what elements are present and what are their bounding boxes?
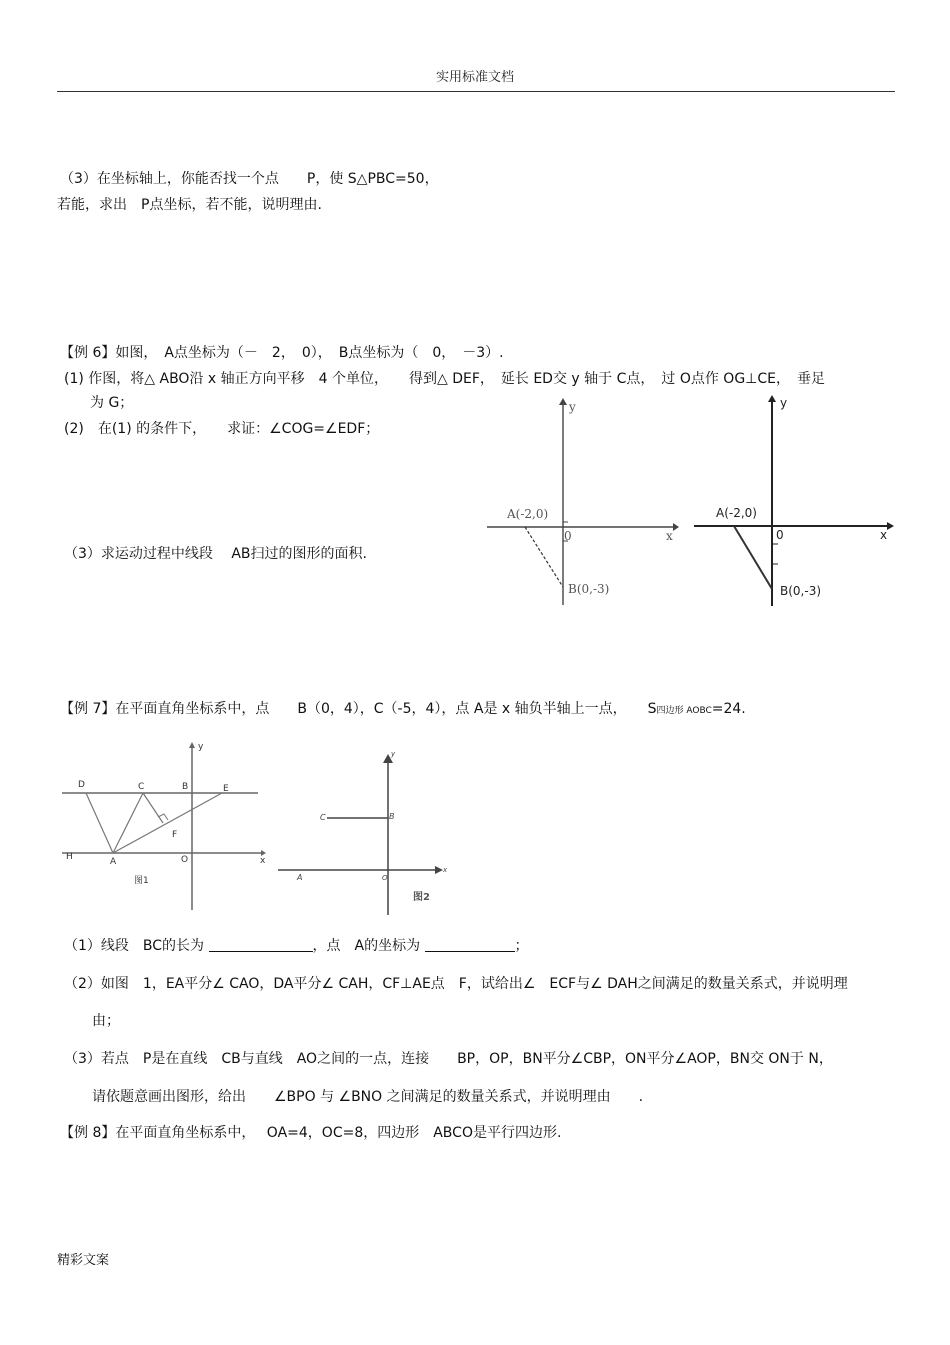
ex7-question2-line2: 由； bbox=[92, 1013, 120, 1029]
ex7-fig2-point-b: B bbox=[389, 812, 395, 821]
ex6-figure-right bbox=[692, 394, 895, 609]
ex7-q1-blank-bc[interactable] bbox=[209, 937, 313, 952]
ex7-fig1-point-a: A bbox=[110, 857, 117, 867]
ex8-title: 【例 8】在平面直角坐标系中， OA=4，OC=8，四边形 ABCO是平行四边形. bbox=[60, 1125, 562, 1141]
ex6-left-origin-label: 0 bbox=[564, 529, 572, 543]
ex6-left-x-label: x bbox=[666, 529, 673, 543]
ex7-fig2-point-a: A bbox=[297, 873, 303, 882]
ex7-fig2-caption: 图2 bbox=[413, 892, 430, 903]
q3-prev-line2: 若能，求出 P点坐标，若不能，说明理由. bbox=[57, 197, 322, 213]
ex7-question3-line1: （3）若点 P是在直线 CB与直线 AO之间的一点，连接 BP，OP，BN平分∠CBP，ON平分∠AOP，BN交 ON于 N， bbox=[64, 1051, 833, 1067]
ex7-q1-label-bc: （1）线段 BC的长为 bbox=[64, 938, 205, 954]
ex7-title bbox=[60, 700, 746, 720]
ex7-fig1-point-c: C bbox=[138, 782, 145, 792]
ex7-q1-blank-a[interactable] bbox=[425, 937, 515, 952]
ex7-fig2-origin: O bbox=[382, 874, 388, 882]
ex6-right-point-a: A(-2,0) bbox=[716, 506, 757, 520]
ex7-q1-end: ； bbox=[514, 938, 529, 954]
ex7-title-subscript: 四边形 AOBC bbox=[656, 706, 712, 716]
ex6-right-point-b: B(0,-3) bbox=[780, 584, 822, 598]
ex7-figure-2 bbox=[275, 748, 455, 918]
ex7-fig1-point-f: F bbox=[172, 830, 178, 840]
ex6-right-y-label: y bbox=[780, 396, 788, 410]
ex7-fig1-y-label: y bbox=[198, 742, 204, 752]
ex7-fig1-point-e: E bbox=[223, 784, 229, 794]
ex7-fig2-point-c: C bbox=[320, 813, 326, 822]
header-rule bbox=[57, 91, 895, 92]
ex6-right-origin-label: 0 bbox=[776, 528, 784, 542]
ex6-left-point-a: A(-2,0) bbox=[507, 507, 549, 521]
ex6-left-point-b: B(0,-3) bbox=[568, 582, 610, 596]
ex7-q1-label-a: ，点 A的坐标为 bbox=[312, 938, 421, 954]
ex7-title-end: =24. bbox=[711, 701, 746, 717]
q3-prev-line1: （3）在坐标轴上，你能否找一个点 P，使 S△PBC=50， bbox=[60, 171, 439, 187]
ex6-part1-line2: 为 G； bbox=[90, 395, 134, 411]
ex6-part3: （3）求运动过程中线段 AB扫过的图形的面积. bbox=[64, 546, 367, 562]
ex7-title-main: 【例 7】在平面直角坐标系中，点 B（0，4），C（-5，4），点 A是 x 轴负半轴上一点， S bbox=[60, 701, 657, 717]
ex6-title: 【例 6】如图， A点坐标为（－ 2， 0）， B点坐标为（ 0， －3）. bbox=[60, 345, 504, 361]
ex7-figure-1 bbox=[58, 740, 278, 915]
ex7-question1 bbox=[64, 937, 529, 955]
ex7-question2-line1: （2）如图 1，EA平分∠ CAO，DA平分∠ CAH，CF⊥AE点 F，试给出∠ ECF与∠ DAH之间满足的数量关系式，并说明理 bbox=[64, 976, 848, 992]
ex6-part2: (2) 在(1) 的条件下， 求证：∠COG=∠EDF； bbox=[64, 421, 380, 437]
ex7-fig1-point-b: B bbox=[182, 782, 189, 792]
ex6-right-x-label: x bbox=[880, 528, 888, 542]
ex6-figure-left bbox=[485, 397, 680, 607]
ex6-part1-line1: (1) 作图，将△ ABO沿 x 轴正方向平移 4 个单位， 得到△ DEF， 延长 ED交 y 轴于 C点， 过 O点作 OG⊥CE， 垂足 bbox=[64, 371, 825, 387]
page-header: 实用标准文档 bbox=[435, 70, 514, 85]
ex7-fig1-origin: O bbox=[181, 855, 189, 865]
ex7-fig1-caption: 图1 bbox=[134, 876, 149, 886]
ex7-fig2-x-label: x bbox=[443, 866, 448, 874]
ex7-fig1-x-label: x bbox=[260, 856, 266, 866]
ex7-question3-line2: 请依题意画出图形，给出 ∠BPO 与 ∠BNO 之间满足的数量关系式，并说明理由 . bbox=[92, 1089, 644, 1105]
ex6-left-y-label: y bbox=[569, 400, 576, 414]
page-footer: 精彩文案 bbox=[57, 1253, 110, 1268]
ex7-fig2-y-label: y bbox=[391, 750, 396, 758]
ex7-fig1-point-h: H bbox=[66, 852, 73, 862]
ex7-fig1-point-d: D bbox=[78, 780, 85, 790]
